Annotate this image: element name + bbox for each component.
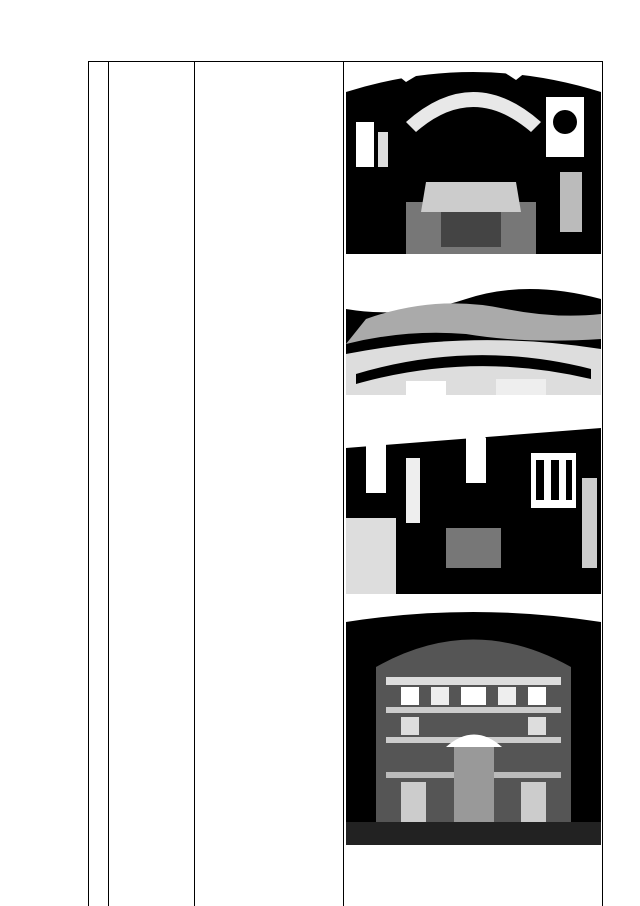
description-cell-bottom bbox=[203, 593, 336, 605]
objects-table bbox=[88, 61, 603, 906]
column-divider bbox=[343, 62, 344, 906]
interior-photo-vault bbox=[346, 62, 601, 254]
column-divider bbox=[108, 62, 109, 906]
column-divider bbox=[194, 62, 195, 906]
table-right-border bbox=[602, 62, 603, 906]
ceiling-painting-photo bbox=[346, 269, 601, 395]
interior-windows-photo bbox=[346, 408, 601, 594]
description-cell-top bbox=[203, 73, 336, 85]
iconostasis-photo bbox=[346, 607, 601, 845]
